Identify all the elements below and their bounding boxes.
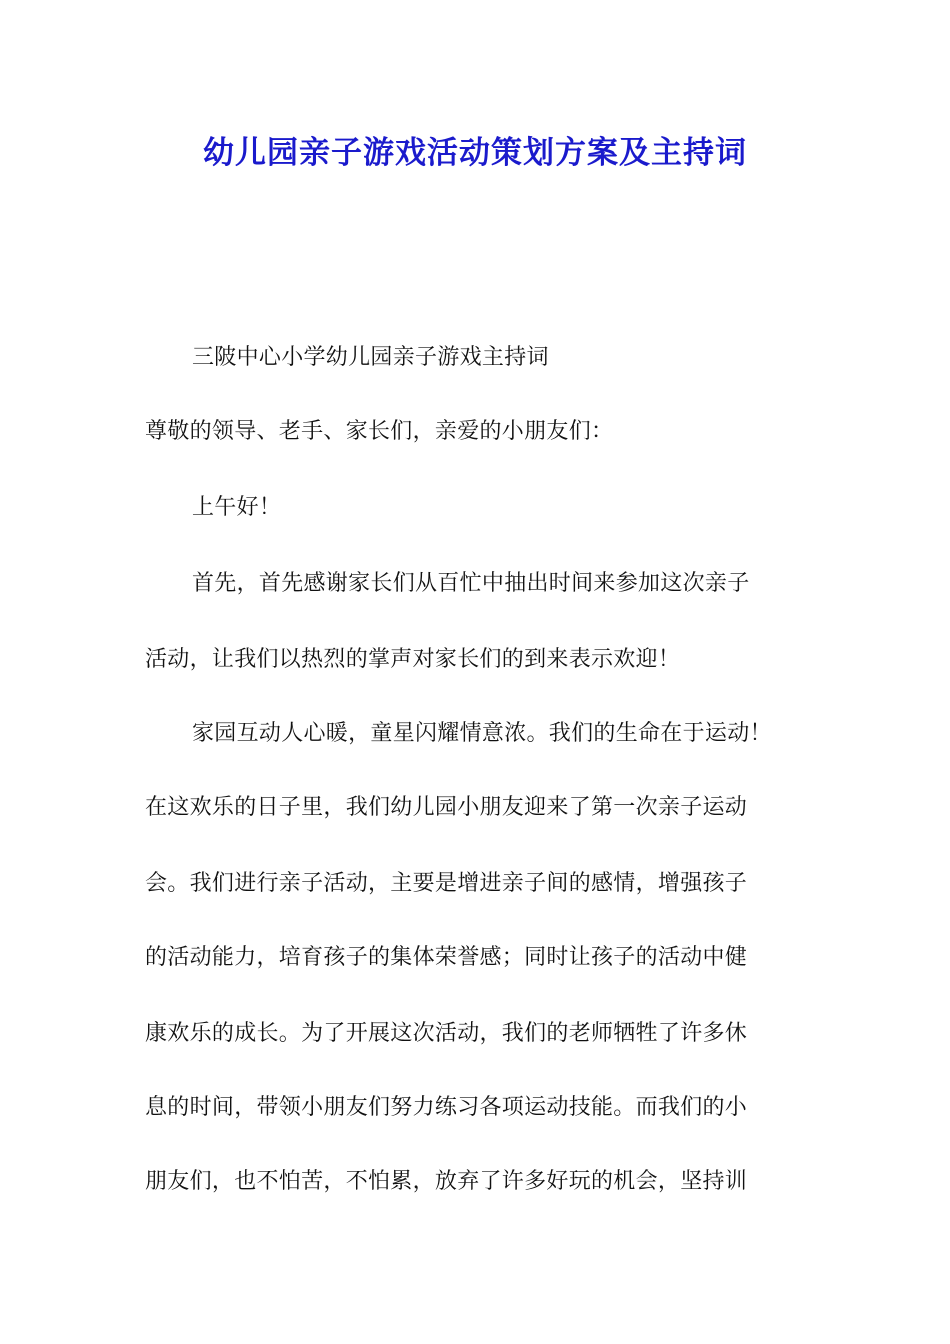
paragraph-line: 三陂中心小学幼儿园亲子游戏主持词 [192,345,549,370]
paragraph-line: 首先，首先感谢家长们从百忙中抽出时间来参加这次亲子 [192,571,750,596]
paragraph-line: 康欢乐的成长。为了开展这次活动，我们的老师牺牲了许多休 [145,1021,748,1046]
paragraph-line: 尊敬的领导、老手、家长们，亲爱的小朋友们： [145,419,614,444]
paragraph-line: 家园互动人心暖，童星闪耀情意浓。我们的生命在于运动！ [192,721,772,746]
paragraph-line: 的活动能力，培育孩子的集体荣誉感；同时让孩子的活动中健 [145,945,748,970]
paragraph-line: 会。我们进行亲子活动，主要是增进亲子间的感情，增强孩子 [145,871,748,896]
paragraph-line: 活动，让我们以热烈的掌声对家长们的到来表示欢迎！ [145,647,681,672]
paragraph-line: 上午好！ [192,495,282,520]
paragraph-line: 在这欢乐的日子里，我们幼儿园小朋友迎来了第一次亲子运动 [145,795,748,820]
paragraph-line: 息的时间，带领小朋友们努力练习各项运动技能。而我们的小 [145,1095,748,1120]
paragraph-line: 朋友们，也不怕苦，不怕累，放弃了许多好玩的机会，坚持训 [145,1169,748,1194]
document-title: 幼儿园亲子游戏活动策划方案及主持词 [203,135,747,171]
